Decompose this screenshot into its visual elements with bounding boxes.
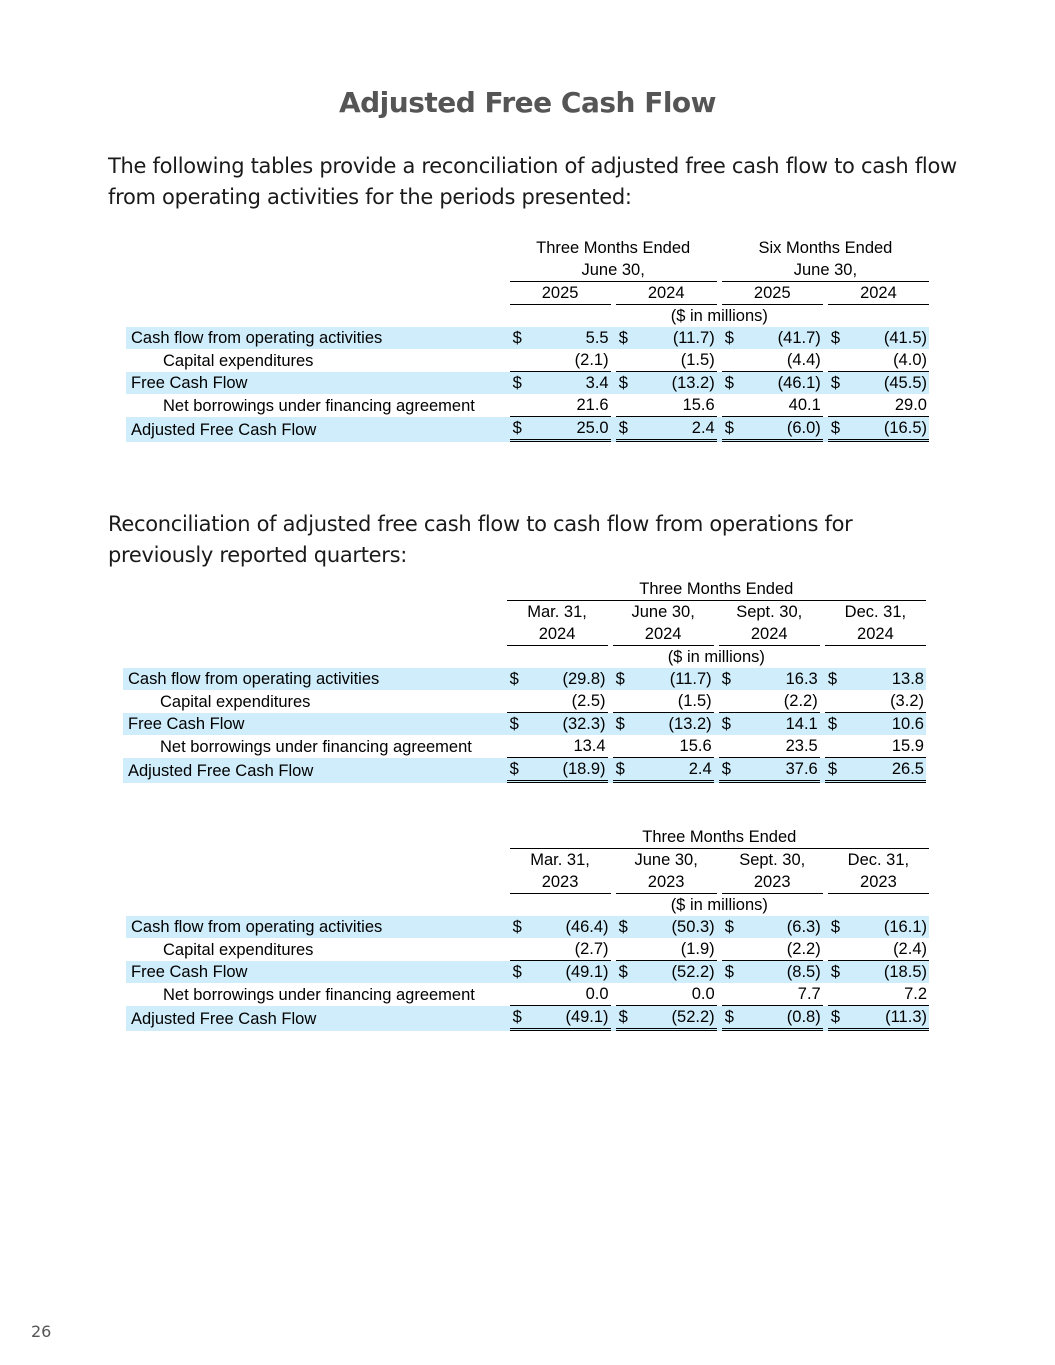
row-label: Free Cash Flow [126,372,505,394]
cell-value: (46.4) [530,916,611,938]
cell-value: 15.6 [636,394,717,417]
column-header: Dec. 31, [847,851,910,869]
row-label: Net borrowings under financing agreement [163,985,475,1004]
currency-symbol: $ [828,327,848,349]
currency-symbol: $ [722,961,742,983]
cell-value: 2.4 [636,417,717,442]
currency-symbol: $ [613,758,633,783]
cell-value: 23.5 [739,735,820,758]
column-header: June 30, [631,603,695,621]
table-three-six-months-2025-2024 [126,237,929,442]
cell-value: (4.4) [742,349,823,372]
row-label: Cash flow from operating activities [126,916,504,938]
table-row [126,1006,929,1031]
row-label: Capital expenditures [160,692,311,711]
cell-value: 37.6 [739,758,820,783]
currency-symbol: $ [828,372,848,394]
cell-value: 16.3 [739,668,820,690]
currency-symbol: $ [828,916,848,938]
column-header-year: 2023 [722,871,823,894]
currency-symbol: $ [510,916,530,938]
table-row [126,916,929,938]
currency-symbol: $ [828,417,848,442]
cell-value: (11.7) [636,327,717,349]
column-group-subheader: June 30, [510,259,717,282]
column-header: Mar. 31, [527,603,587,621]
cell-value: (11.3) [848,1006,929,1031]
column-group-header: Three Months Ended [510,826,929,849]
currency-symbol: $ [828,961,848,983]
cell-value: 15.6 [633,735,714,758]
column-header-year: 2023 [616,871,717,894]
table-row [123,668,926,690]
cell-value: 15.9 [845,735,926,758]
cell-value: 2.4 [633,758,714,783]
column-header-year: 2023 [510,871,611,894]
column-header: Sept. 30, [739,851,806,869]
table-row [126,372,929,394]
cell-value: (2.7) [530,938,611,961]
currency-symbol: $ [616,961,636,983]
cell-value: 40.1 [742,394,823,417]
row-label: Free Cash Flow [123,713,501,735]
cell-value: 5.5 [530,327,611,349]
cell-value: (2.5) [527,690,608,713]
cell-value: (46.1) [742,372,823,394]
cell-value: (13.2) [636,372,717,394]
table-row [123,713,926,735]
currency-symbol: $ [722,417,742,442]
page-title: Adjusted Free Cash Flow [338,86,717,119]
currency-symbol: $ [719,758,739,783]
table-row [126,938,929,961]
row-label: Free Cash Flow [126,961,504,983]
row-label: Net borrowings under financing agreement [160,737,472,756]
column-group-subheader: June 30, [722,259,929,282]
column-header-year: 2023 [828,871,929,894]
cell-value: 3.4 [530,372,611,394]
cell-value: (1.5) [633,690,714,713]
table-quarters-2023 [126,826,929,1031]
cell-value: (50.3) [636,916,717,938]
cell-value: (1.5) [636,349,717,372]
cell-value: (0.8) [742,1006,823,1031]
cell-value: (2.2) [742,938,823,961]
table-row [123,758,926,783]
unit-label: ($ in millions) [667,648,765,666]
table-row [126,961,929,983]
currency-symbol: $ [616,417,636,442]
cell-value: 7.2 [848,983,929,1006]
column-header-year: 2024 [613,623,714,646]
cell-value: 26.5 [845,758,926,783]
currency-symbol: $ [510,372,530,394]
column-header-year: 2024 [719,623,820,646]
cell-value: (6.0) [742,417,823,442]
unit-label: ($ in millions) [670,896,768,914]
cell-value: 13.8 [845,668,926,690]
row-label: Capital expenditures [163,351,314,370]
column-header: 2024 [828,282,929,305]
row-label: Cash flow from operating activities [126,327,505,349]
cell-value: 0.0 [530,983,611,1006]
table-row [123,690,926,713]
cell-value: (52.2) [636,961,717,983]
column-header: Dec. 31, [844,603,907,621]
cell-value: (16.5) [848,417,929,442]
cell-value: (45.5) [848,372,929,394]
table-row [123,735,926,758]
currency-symbol: $ [507,758,527,783]
table-row [126,394,929,417]
currency-symbol: $ [722,916,742,938]
currency-symbol: $ [616,327,636,349]
column-group-header: Three Months Ended [507,578,926,601]
table-row [126,327,929,349]
cell-value: (4.0) [848,349,929,372]
intro-paragraph: The following tables provide a reconciliation of adjusted free cash flow to cash flow from operating activities for the periods presented: [108,154,957,209]
cell-value: 21.6 [530,394,611,417]
row-label: Cash flow from operating activities [123,668,501,690]
currency-symbol: $ [825,668,845,690]
currency-symbol: $ [510,327,530,349]
cell-value: (49.1) [530,1006,611,1031]
column-header: 2025 [510,282,611,305]
cell-value: (1.9) [636,938,717,961]
row-label: Net borrowings under financing agreement [163,396,475,415]
cell-value: (2.1) [530,349,611,372]
table-quarters-2024 [123,578,926,783]
currency-symbol: $ [507,668,527,690]
page-number: 26 [31,1322,52,1341]
row-label: Adjusted Free Cash Flow [126,1006,504,1031]
cell-value: (29.8) [527,668,608,690]
cell-value: (41.7) [742,327,823,349]
column-header-year: 2024 [825,623,926,646]
cell-value: 29.0 [848,394,929,417]
currency-symbol: $ [722,327,742,349]
cell-value: 10.6 [845,713,926,735]
currency-symbol: $ [510,961,530,983]
currency-symbol: $ [613,713,633,735]
cell-value: 0.0 [636,983,717,1006]
currency-symbol: $ [719,668,739,690]
currency-symbol: $ [719,713,739,735]
column-header: 2025 [722,282,823,305]
table-row [126,983,929,1006]
cell-value: (32.3) [527,713,608,735]
row-label: Adjusted Free Cash Flow [126,417,505,442]
cell-value: (11.7) [633,668,714,690]
cell-value: (18.5) [848,961,929,983]
cell-value: (18.9) [527,758,608,783]
cell-value: (13.2) [633,713,714,735]
cell-value: (6.3) [742,916,823,938]
unit-label: ($ in millions) [670,307,768,325]
currency-symbol: $ [825,758,845,783]
currency-symbol: $ [828,1006,848,1031]
column-group-header: Six Months Ended [758,239,893,257]
cell-value: 7.7 [742,983,823,1006]
cell-value: (16.1) [848,916,929,938]
cell-value: 13.4 [527,735,608,758]
currency-symbol: $ [616,1006,636,1031]
column-header: 2024 [616,282,717,305]
cell-value: (3.2) [845,690,926,713]
currency-symbol: $ [510,417,530,442]
cell-value: (8.5) [742,961,823,983]
row-label: Adjusted Free Cash Flow [123,758,501,783]
cell-value: (49.1) [530,961,611,983]
column-header: Sept. 30, [736,603,803,621]
currency-symbol: $ [616,916,636,938]
cell-value: (2.2) [739,690,820,713]
currency-symbol: $ [722,372,742,394]
column-header-year: 2024 [507,623,608,646]
currency-symbol: $ [722,1006,742,1031]
cell-value: 14.1 [739,713,820,735]
currency-symbol: $ [616,372,636,394]
currency-symbol: $ [825,713,845,735]
currency-symbol: $ [507,713,527,735]
cell-value: (41.5) [848,327,929,349]
section2-paragraph: Reconciliation of adjusted free cash flow to cash flow from operations for previously reported quarters: [108,512,853,567]
cell-value: (2.4) [848,938,929,961]
row-label: Capital expenditures [163,940,314,959]
column-header: June 30, [634,851,698,869]
currency-symbol: $ [510,1006,530,1031]
cell-value: (52.2) [636,1006,717,1031]
column-header: Mar. 31, [530,851,590,869]
currency-symbol: $ [613,668,633,690]
column-group-header: Three Months Ended [536,239,691,257]
table-row [126,417,929,442]
cell-value: 25.0 [530,417,611,442]
table-row [126,349,929,372]
